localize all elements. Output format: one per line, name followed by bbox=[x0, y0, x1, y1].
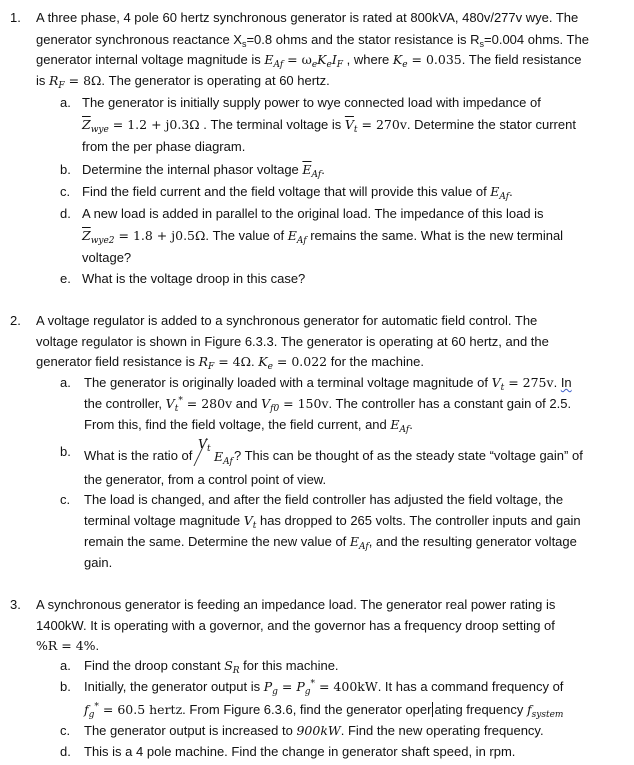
part-text: Find the droop constant $S_R$ for this machine. bbox=[84, 658, 339, 676]
part-label: b. bbox=[60, 162, 71, 177]
part-text: the generator, from a control point of view. bbox=[84, 472, 327, 487]
problem-text: generator synchronous reactance $X_s=0.8$ ohms and the stator resistance is $R_s=0.004$ ohms. The bbox=[36, 32, 589, 49]
part-label: a. bbox=[60, 95, 71, 110]
part-label: a. bbox=[60, 375, 71, 390]
ratio-fraction: $V_t$ $E_{Af}$ bbox=[196, 444, 234, 460]
part-text: voltage? bbox=[82, 250, 132, 265]
part-label: d. bbox=[60, 744, 71, 759]
part-text: Determine the internal phasor voltage $\overline{E}_{Af}$. bbox=[82, 162, 325, 180]
part-label: e. bbox=[60, 271, 71, 286]
problem-text: %R = 4%. bbox=[36, 638, 100, 653]
part-text: A new load is added in parallel to the original load. The impedance of this load is bbox=[82, 206, 544, 221]
part-label: a. bbox=[60, 658, 71, 673]
part-text: The generator is originally loaded with a terminal voltage magnitude of $V_t = 275v$. In bbox=[84, 375, 572, 393]
part-text: terminal voltage magnitude $V_t$ has dropped to 265 volts. The controller inputs and gain bbox=[84, 513, 581, 531]
part-text: What is the voltage droop in this case? bbox=[82, 271, 306, 286]
problem-text: generator internal voltage magnitude is $E_{Af} = \omega_eK_eI_F$ , where $K_e = 0.035$. The field resistance bbox=[36, 52, 582, 70]
part-text: What is the ratio of $V_t$ $E_{Af}$ ? This can be thought of as the steady state “voltage gain” of bbox=[84, 436, 583, 467]
problem-number: 1. bbox=[10, 10, 21, 25]
part-text: remain the same. Determine the new value of $E_{Af}$, and the resulting generator voltage bbox=[84, 534, 577, 552]
part-text: gain. bbox=[84, 555, 113, 570]
problem-number: 2. bbox=[10, 313, 21, 328]
part-text: This is a 4 pole machine. Find the change in generator shaft speed, in rpm. bbox=[84, 744, 516, 759]
part-text: The generator output is increased to 900kW. Find the new operating frequency. bbox=[84, 723, 544, 738]
part-label: c. bbox=[60, 184, 71, 199]
part-label: d. bbox=[60, 206, 71, 221]
problem-text: generator field resistance is $R_F = 4\Omega$. $K_e = 0.022$ for the machine. bbox=[36, 354, 424, 372]
problem-text: is $R_F = 8\Omega$. The generator is operating at 60 hertz. bbox=[36, 73, 330, 91]
problem-text: A voltage regulator is added to a synchronous generator for automatic field control. The bbox=[36, 313, 538, 328]
part-text: the controller, $V_t^* = 280v$ and $V_{f0} = 150v$. The controller has a constant gain of 2.5. bbox=[84, 396, 572, 414]
part-label: c. bbox=[60, 492, 71, 507]
part-text: Initially, the generator output is $P_g = P_g^* = 400kW$. It has a command frequency of bbox=[84, 679, 564, 697]
part-text: From this, find the field voltage, the field current, and $E_{Af}$. bbox=[84, 417, 413, 435]
part-label: b. bbox=[60, 679, 71, 694]
part-text: $\overline{Z}_{wye2} = 1.8 + j0.5\Omega$. The value of $E_{Af}$ remains the same. What is the new terminal bbox=[82, 228, 564, 246]
problem-text: A synchronous generator is feeding an impedance load. The generator real power rating is bbox=[36, 597, 556, 612]
problem-text: voltage regulator is shown in Figure 6.3.3. The generator is operating at 60 hertz, and the bbox=[36, 334, 549, 349]
part-label: c. bbox=[60, 723, 71, 738]
part-text: The load is changed, and after the field controller has adjusted the field voltage, the bbox=[84, 492, 564, 507]
problem-text: 1400kW. It is operating with a governor, and the governor has a frequency droop setting of bbox=[36, 618, 555, 633]
part-label: b. bbox=[60, 444, 71, 459]
part-text: The generator is initially supply power to wye connected load with impedance of bbox=[82, 95, 541, 110]
problem-number: 3. bbox=[10, 597, 21, 612]
part-text: $f_g^* = 60.5$ hertz. From Figure 6.3.6, find the generator oper ating frequency $f_{system}$ bbox=[84, 702, 564, 720]
part-text: Find the field current and the field voltage that will provide this value of $E_{Af}$. bbox=[82, 184, 513, 202]
part-text: $\overline{Z}_{wye} = 1.2 + j0.3\Omega$ . The terminal voltage is $\overline{V}_t = 270v$. Determine the stator current bbox=[82, 117, 576, 135]
problem-text: A three phase, 4 pole 60 hertz synchronous generator is rated at 800kVA, 480v/277v wye. The bbox=[36, 10, 579, 25]
part-text: from the per phase diagram. bbox=[82, 139, 246, 154]
